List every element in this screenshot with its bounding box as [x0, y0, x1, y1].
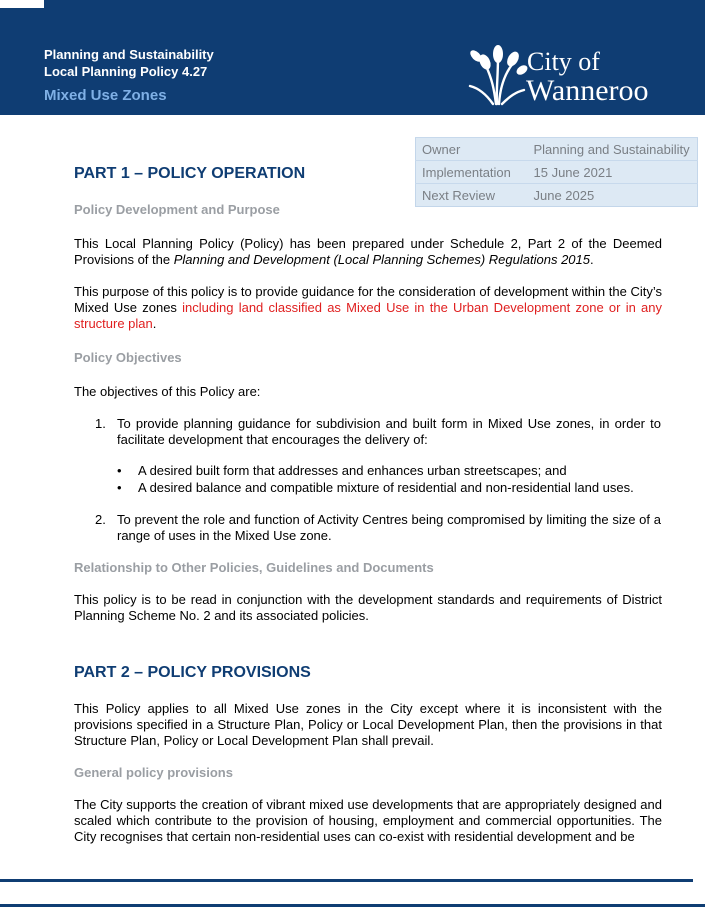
bullet-icon: •	[117, 463, 122, 478]
dev-purpose-heading: Policy Development and Purpose	[74, 202, 280, 217]
para1-text: This Local Planning Policy (Policy) has been prepared under Schedule 2, Part 2 of the Deemed Provisions of the	[74, 236, 662, 267]
general-provisions-paragraph: The City supports the creation of vibrant mixed use developments that are appropriately designed and scaled which contribute to the provision of housing, employment and commercial opportunities. The City recognises that certain non-residential uses can co-exist with residential development and be	[74, 797, 662, 844]
para2-end: .	[152, 316, 157, 331]
objective-1-text: To provide planning guidance for subdivision and built form in Mixed Use zones, in order to facilitate development that encourages the delivery of:	[117, 416, 661, 447]
header-subtitle: Mixed Use Zones	[44, 87, 167, 104]
part1-title: PART 1 – POLICY OPERATION	[74, 165, 306, 182]
next-review-label: Next Review	[416, 184, 528, 207]
para1-end: .	[590, 252, 594, 267]
objectives-intro: The objectives of this Policy are:	[74, 384, 261, 399]
paragraph-purpose	[74, 284, 662, 332]
regulations-title: Planning and Development (Local Planning Schemes) Regulations 2015	[173, 252, 590, 267]
header-title-block	[44, 46, 214, 80]
banner-notch	[0, 0, 44, 8]
footer-divider	[0, 879, 693, 882]
implementation-value: 15 June 2021	[528, 161, 698, 184]
para2-red-text: including land classified as Mixed Use in the Urban Development zone or in any structure plan	[74, 300, 663, 331]
relationship-paragraph: This policy is to be read in conjunction with the development standards and requirements of District Planning Scheme No. 2 and its associated policies.	[74, 592, 662, 623]
bullet-1-text: A desired built form that addresses and enhances urban streetscapes; and	[138, 463, 567, 478]
part2-title: PART 2 – POLICY PROVISIONS	[74, 664, 311, 681]
objective-2-text: To prevent the role and function of Activity Centres being compromised by limiting the size of a range of uses in the Mixed Use zone.	[117, 512, 661, 543]
footer-divider-bottom	[0, 904, 705, 907]
paragraph-regulations	[74, 236, 662, 268]
bullet-icon: •	[117, 480, 122, 495]
bullet-item-1	[117, 463, 665, 479]
implementation-label: Implementation	[416, 161, 528, 184]
next-review-value: June 2025	[528, 184, 698, 207]
owner-value: Planning and Sustainability	[528, 138, 698, 161]
logo-text-wanneroo: Wanneroo	[526, 74, 649, 107]
para2-text: This purpose of this policy is to provide guidance for the consideration of development within the City’s Mixed Use zones	[74, 284, 662, 315]
bullet-2-text: A desired balance and compatible mixture of residential and non-residential land uses.	[138, 480, 634, 495]
table-row	[416, 138, 698, 161]
part2-intro-paragraph: This Policy applies to all Mixed Use zones in the City except where it is inconsistent with the provisions specified in a Structure Plan, Policy or Local Development Plan, then the provisions in that Structure Plan, Policy or Local Development Plan shall prevail.	[74, 701, 662, 748]
bullet-item-2	[117, 480, 665, 496]
header-line-1: Planning and Sustainability	[44, 47, 214, 62]
objective-1	[95, 416, 665, 450]
objective-2	[95, 512, 665, 546]
objective-1-number: 1.	[95, 416, 106, 431]
owner-label: Owner	[416, 138, 528, 161]
relationship-heading: Relationship to Other Policies, Guidelines and Documents	[74, 560, 434, 575]
logo-text-city-of: City of	[527, 47, 600, 76]
objectives-heading: Policy Objectives	[74, 350, 182, 365]
objective-2-number: 2.	[95, 512, 106, 527]
header-line-2: Local Planning Policy 4.27	[44, 64, 208, 79]
general-provisions-heading: General policy provisions	[74, 765, 233, 780]
